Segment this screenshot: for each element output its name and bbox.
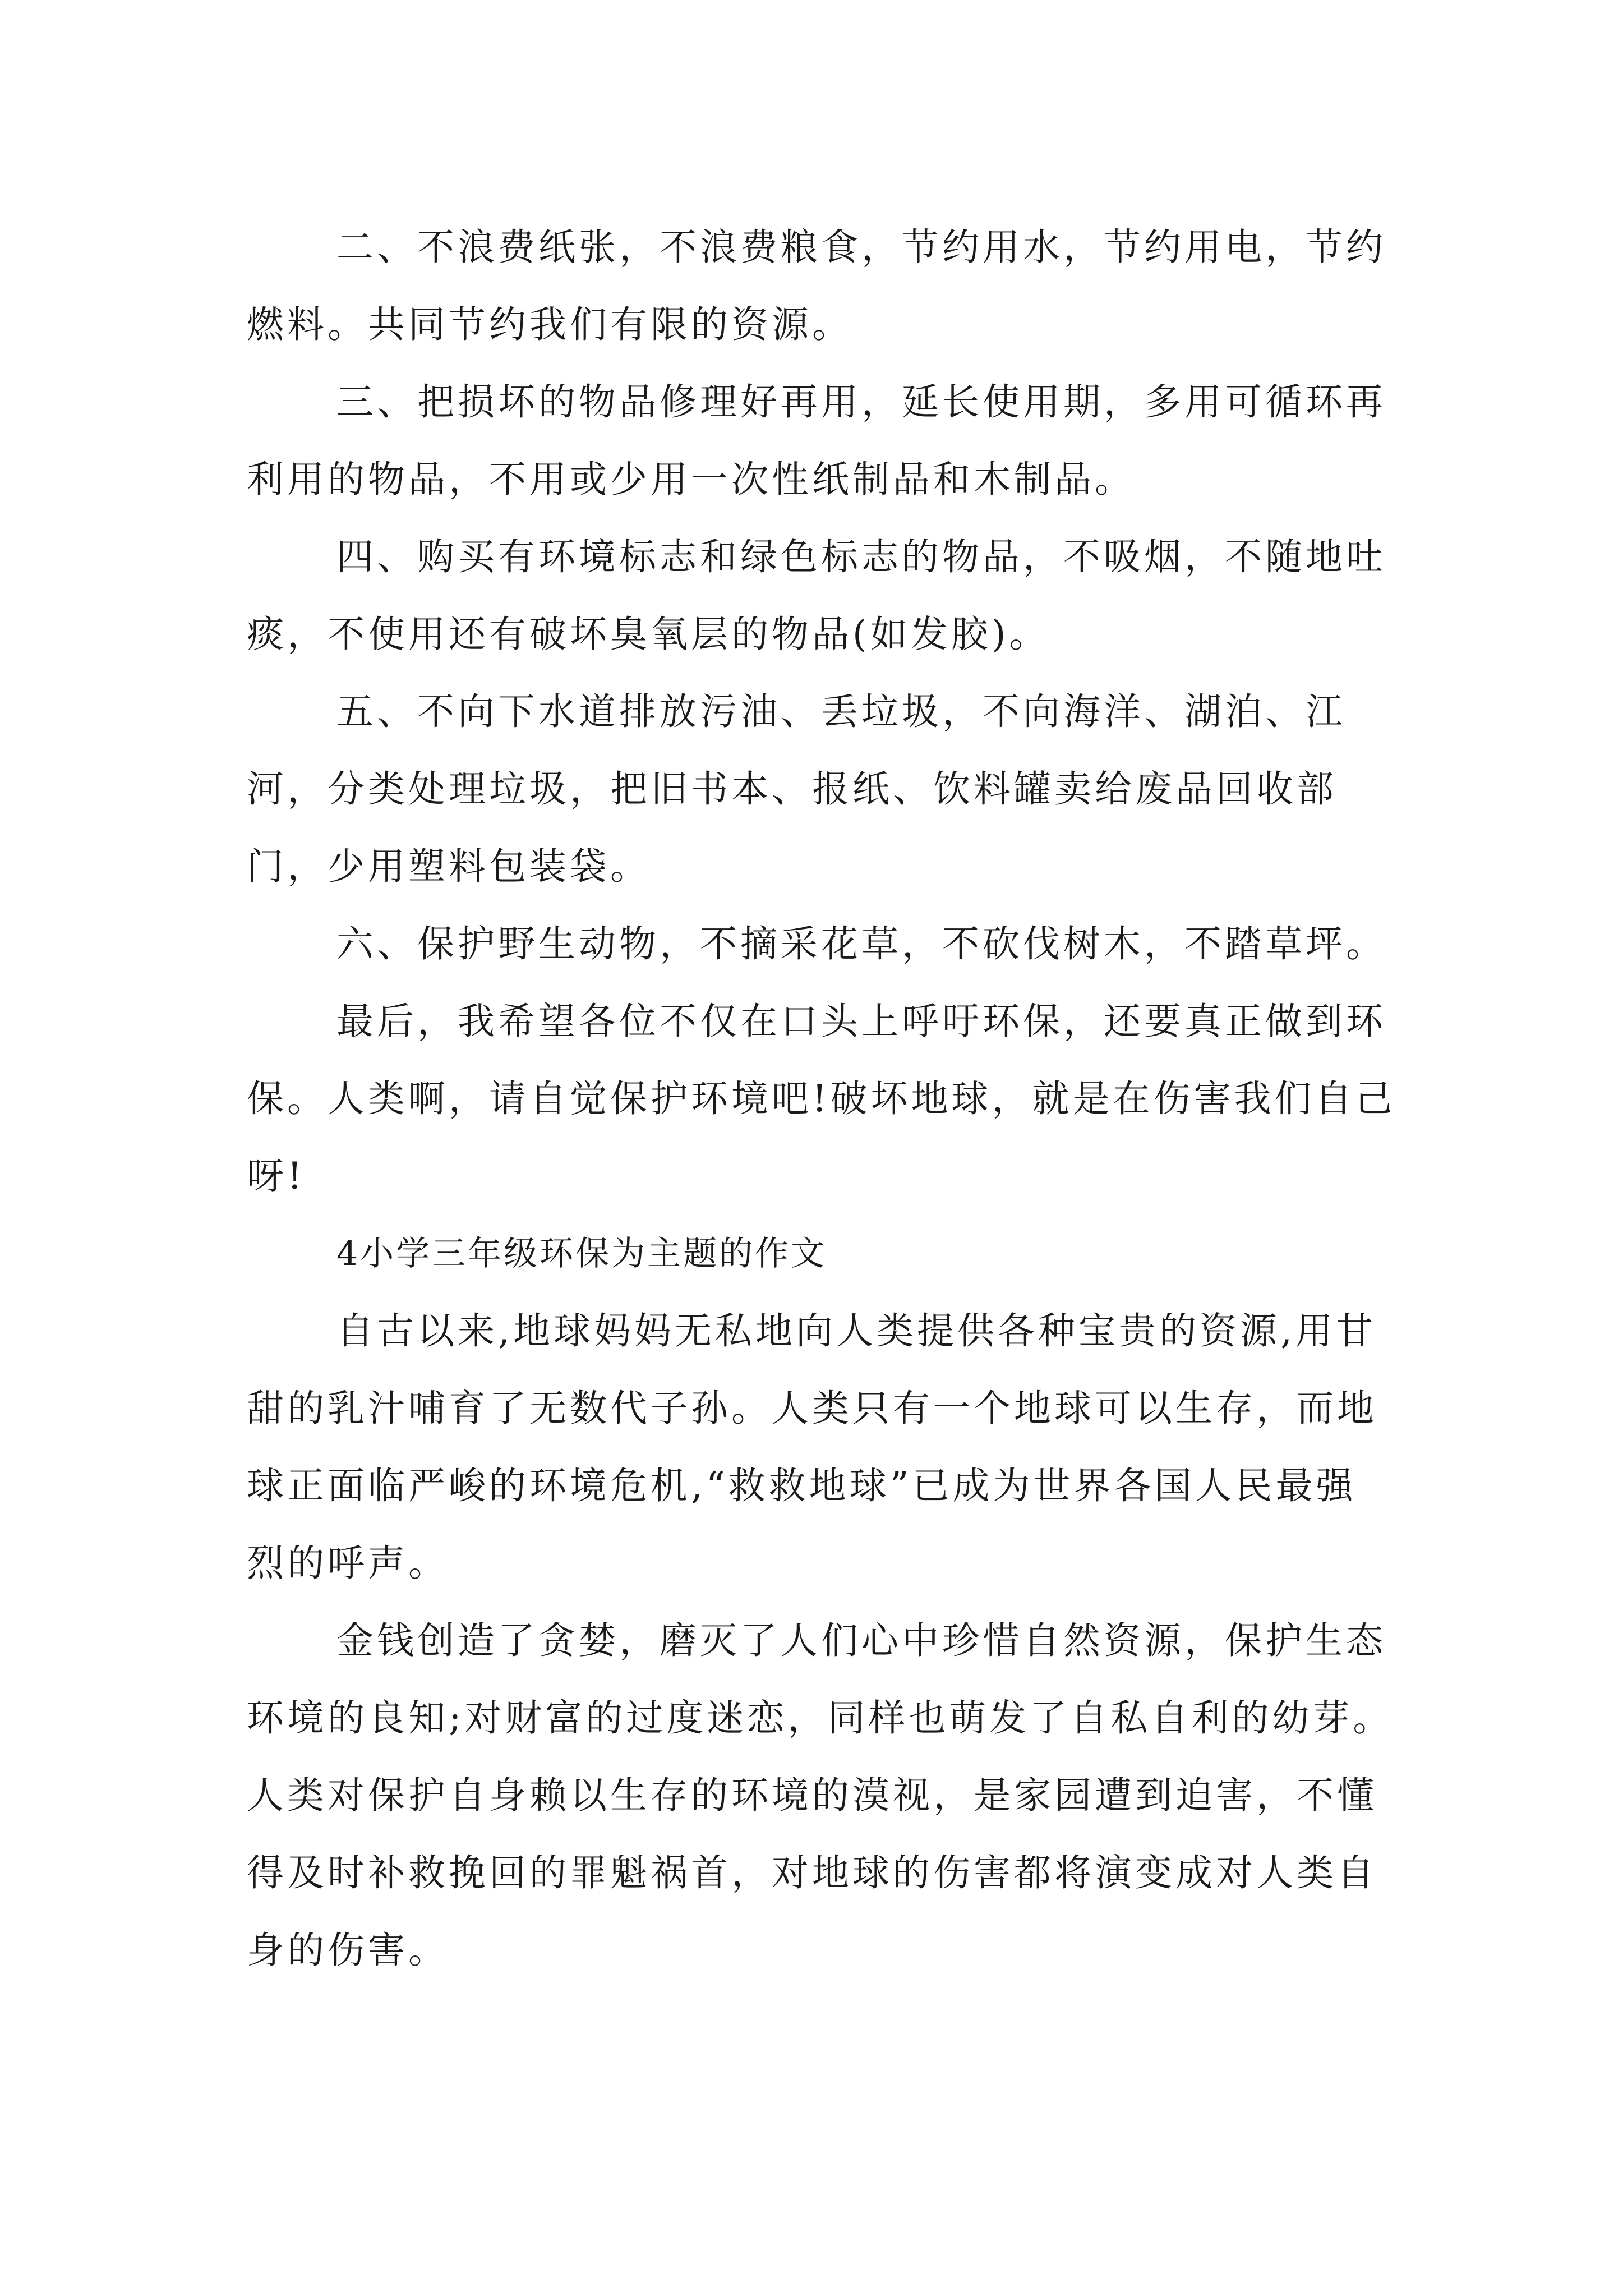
paragraph-item-5: 五、不向下水道排放污油、丢垃圾，不向海洋、湖泊、江河，分类处理垃圾，把旧书本、报纸、饮料罐卖给废品回收部门，少用塑料包装袋。 xyxy=(247,690,1346,888)
document-body xyxy=(247,209,1396,1989)
closing-paragraph: 最后，我希望各位不仅在口头上呼吁环保，还要真正做到环保。人类啊，请自觉保护环境吧!破坏地球，就是在伤害我们自己呀! xyxy=(247,1000,1396,1198)
paragraph-item-2: 二、不浪费纸张，不浪费粮食，节约用水，节约用电，节约燃料。共同节约我们有限的资源。 xyxy=(247,226,1386,346)
essay-paragraph-2: 金钱创造了贪婪，磨灭了人们心中珍惜自然资源，保护生态环境的良知;对财富的过度迷恋，同样也萌发了自私自利的幼芽。人类对保护自身赖以生存的环境的漠视，是家园遭到迫害，不懂得及时补救挽回的罪魁祸首，对地球的伤害都将演变成对人类自身的伤害。 xyxy=(247,1619,1394,1972)
essay-paragraph-1: 自古以来,地球妈妈无私地向人类提供各种宝贵的资源,用甘甜的乳汁哺育了无数代子孙。人类只有一个地球可以生存，而地球正面临严峻的环境危机,“救救地球”已成为世界各国人民最强烈的呼声。 xyxy=(247,1309,1377,1585)
paragraph-item-3: 三、把损坏的物品修理好再用，延长使用期，多用可循环再利用的物品，不用或少用一次性纸制品和木制品。 xyxy=(247,380,1386,501)
essay-heading: 4小学三年级环保为主题的作文 xyxy=(336,1234,827,1273)
paragraph-item-6: 六、保护野生动物，不摘采花草，不砍伐树木，不踏草坪。 xyxy=(336,922,1386,965)
paragraph-item-4: 四、购买有环境标志和绿色标志的物品，不吸烟，不随地吐痰，不使用还有破坏臭氧层的物品(如发胶)。 xyxy=(247,535,1386,656)
